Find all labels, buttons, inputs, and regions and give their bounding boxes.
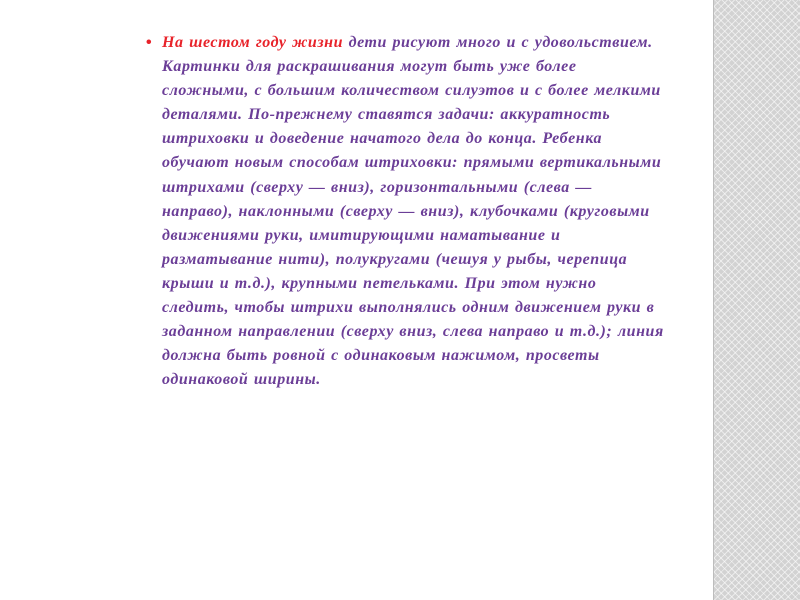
highlighted-phrase: На шестом году жизни xyxy=(162,34,344,51)
body-text-content: дети рисуют много и с удовольствием. Картинки для раскрашивания могут быть уже более сложными, с большим количеством силуэтов и с более мелкими деталями. По-прежнему ставятся задачи: аккуратность штриховки и доведение начатого дела до конца. Ребенка обучают новым способам штриховки: прямыми вертикальными штрихами (сверху — вниз), горизонтальными (слева — направо), наклонными (сверху — вниз), клубочками (круговыми движениями руки, имитирующими наматывание и разматывание нити), полукругами (чешуя у рыбы, черепица крыши и т.д.), крупными петельками. При этом нужно следить, чтобы штрихи выполнялись одним движением руки в заданном направлении (сверху вниз, слева направо и т.д.); линия должна быть ровной с одинаковым нажимом, просветы одинаковой ширины. xyxy=(162,34,664,389)
bullet-icon: • xyxy=(146,34,153,51)
slide-body-text xyxy=(146,31,664,392)
decorative-side-band xyxy=(713,0,800,600)
